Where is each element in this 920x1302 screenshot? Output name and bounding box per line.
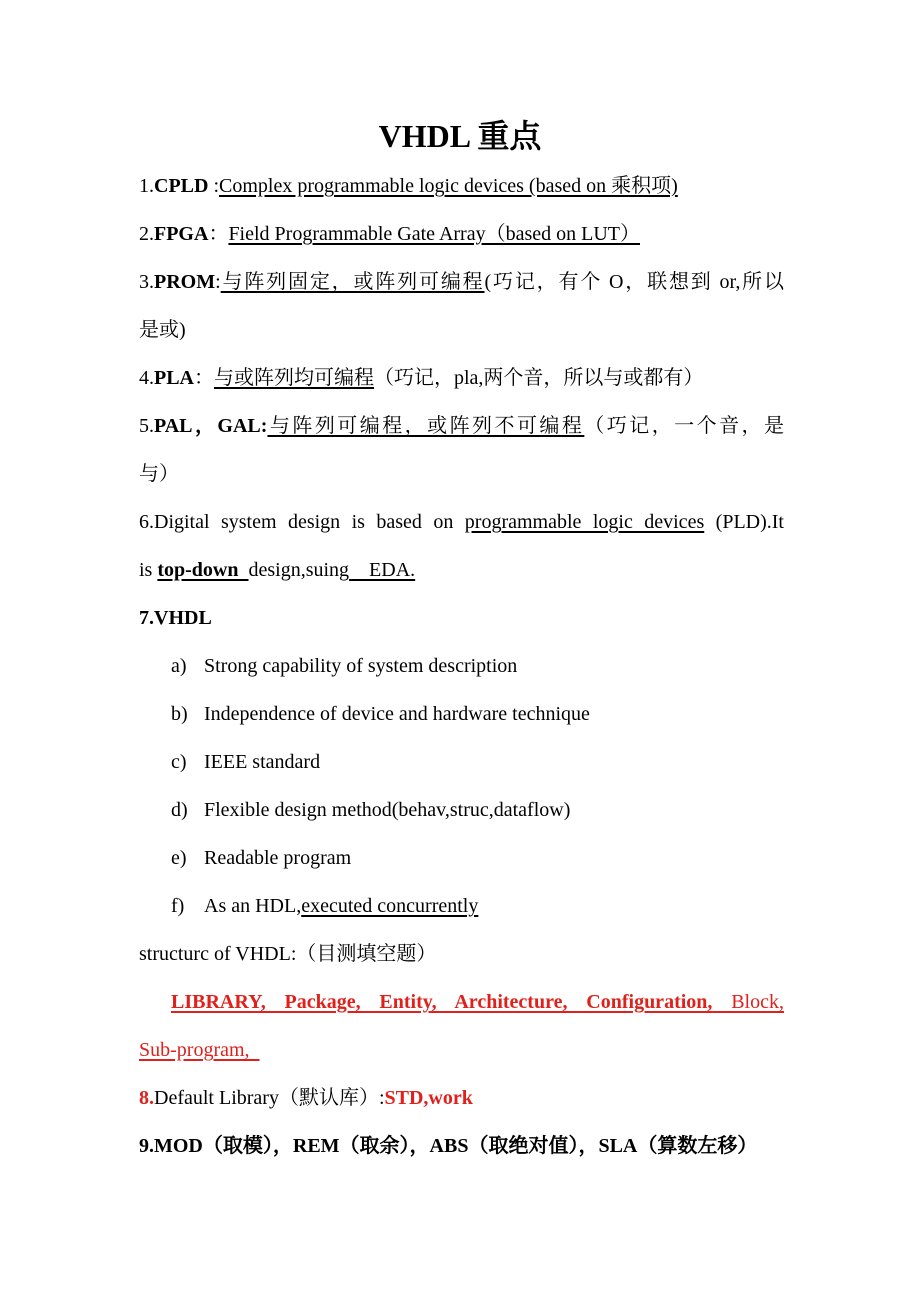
list-text: Flexible design method(behav,struc,dataflow) [204,799,571,821]
structure-label: structurc of VHDL:（目测填空题） [139,943,437,965]
structure-list-continuation: Sub-program, [139,1039,260,1061]
item-7-heading: 7.VHDL [139,607,212,629]
item-number: 1. [139,175,154,197]
item-note: （巧记，pla,两个音，所以与或都有） [374,367,704,389]
item-separator: : [215,271,221,293]
document-title: VHDL 重点 [378,118,542,154]
list-item [171,892,478,920]
list-text: As an HDL, [204,895,302,917]
item-number: 2. [139,223,154,245]
list-marker: d) [171,799,188,821]
item-text: is [139,559,158,581]
item-definition: Field Programmable Gate Array（based on LUT） [228,223,640,245]
item-6-digital-design [139,508,784,536]
item-value: STD,work [384,1087,473,1109]
structure-keywords: LIBRARY, Package, Entity, Architecture, Configuration, [171,991,713,1013]
list-item [171,796,570,824]
item-term: PROM [154,271,216,293]
structure-block: Block, [712,991,784,1013]
item-number: 3. [139,271,154,293]
list-text: Independence of device and hardware technique [204,703,590,725]
item-definition: 与或阵列均可编程 [214,367,374,389]
item-separator: ： [208,223,229,245]
list-marker: b) [171,703,188,725]
item-term: CPLD [154,175,209,197]
list-marker: a) [171,655,187,677]
item-underlined: EDA. [349,559,416,581]
list-marker: c) [171,751,187,773]
list-marker: e) [171,847,187,869]
item-number: 8. [139,1087,154,1109]
structure-list [171,988,784,1016]
item-term: PLA [154,367,194,389]
item-term: FPGA [154,223,209,245]
list-item [171,844,351,872]
list-text: IEEE standard [204,751,321,773]
item-2-fpga [139,220,784,248]
item-label: Default Library（默认库）: [154,1087,385,1109]
item-definition: 与阵列固定，或阵列可编程 [220,271,485,293]
item-9-operators: 9.MOD（取模），REM（取余），ABS（取绝对值），SLA（算数左移） [139,1135,758,1157]
item-6-continuation [139,556,784,584]
list-item [171,748,320,776]
list-item [171,700,590,728]
item-separator: : [208,175,220,197]
item-text: (PLD).It [704,511,784,533]
list-text: Readable program [204,847,352,869]
item-note: （巧记，一个音，是 [584,415,785,437]
item-4-pla [139,364,784,392]
item-separator: : [260,415,268,437]
item-underlined: programmable logic devices [464,511,705,533]
item-definition: Complex programmable logic devices (based on 乘积项) [219,175,678,197]
item-8-default-library [139,1084,784,1112]
item-keyword: top-down [157,559,249,581]
item-3-continuation: 是或) [139,319,186,341]
item-1-cpld [139,172,784,200]
list-underlined: executed concurrently [301,895,479,917]
item-text: design,suing [248,559,350,581]
item-number: 5. [139,415,154,437]
item-note: (巧记，有个 O，联想到 or,所以 [484,271,785,293]
item-3-prom [139,268,784,296]
item-5-pal-gal [139,412,784,440]
item-term: PAL，GAL [154,415,261,437]
item-definition: 与阵列可编程，或阵列不可编程 [267,415,585,437]
item-separator: ： [194,367,214,389]
list-marker: f) [171,895,185,917]
list-text: Strong capability of system description [204,655,518,677]
item-5-continuation: 与） [139,463,179,485]
item-text: 6.Digital system design is based on [139,511,465,533]
item-number: 4. [139,367,154,389]
list-item [171,652,517,680]
